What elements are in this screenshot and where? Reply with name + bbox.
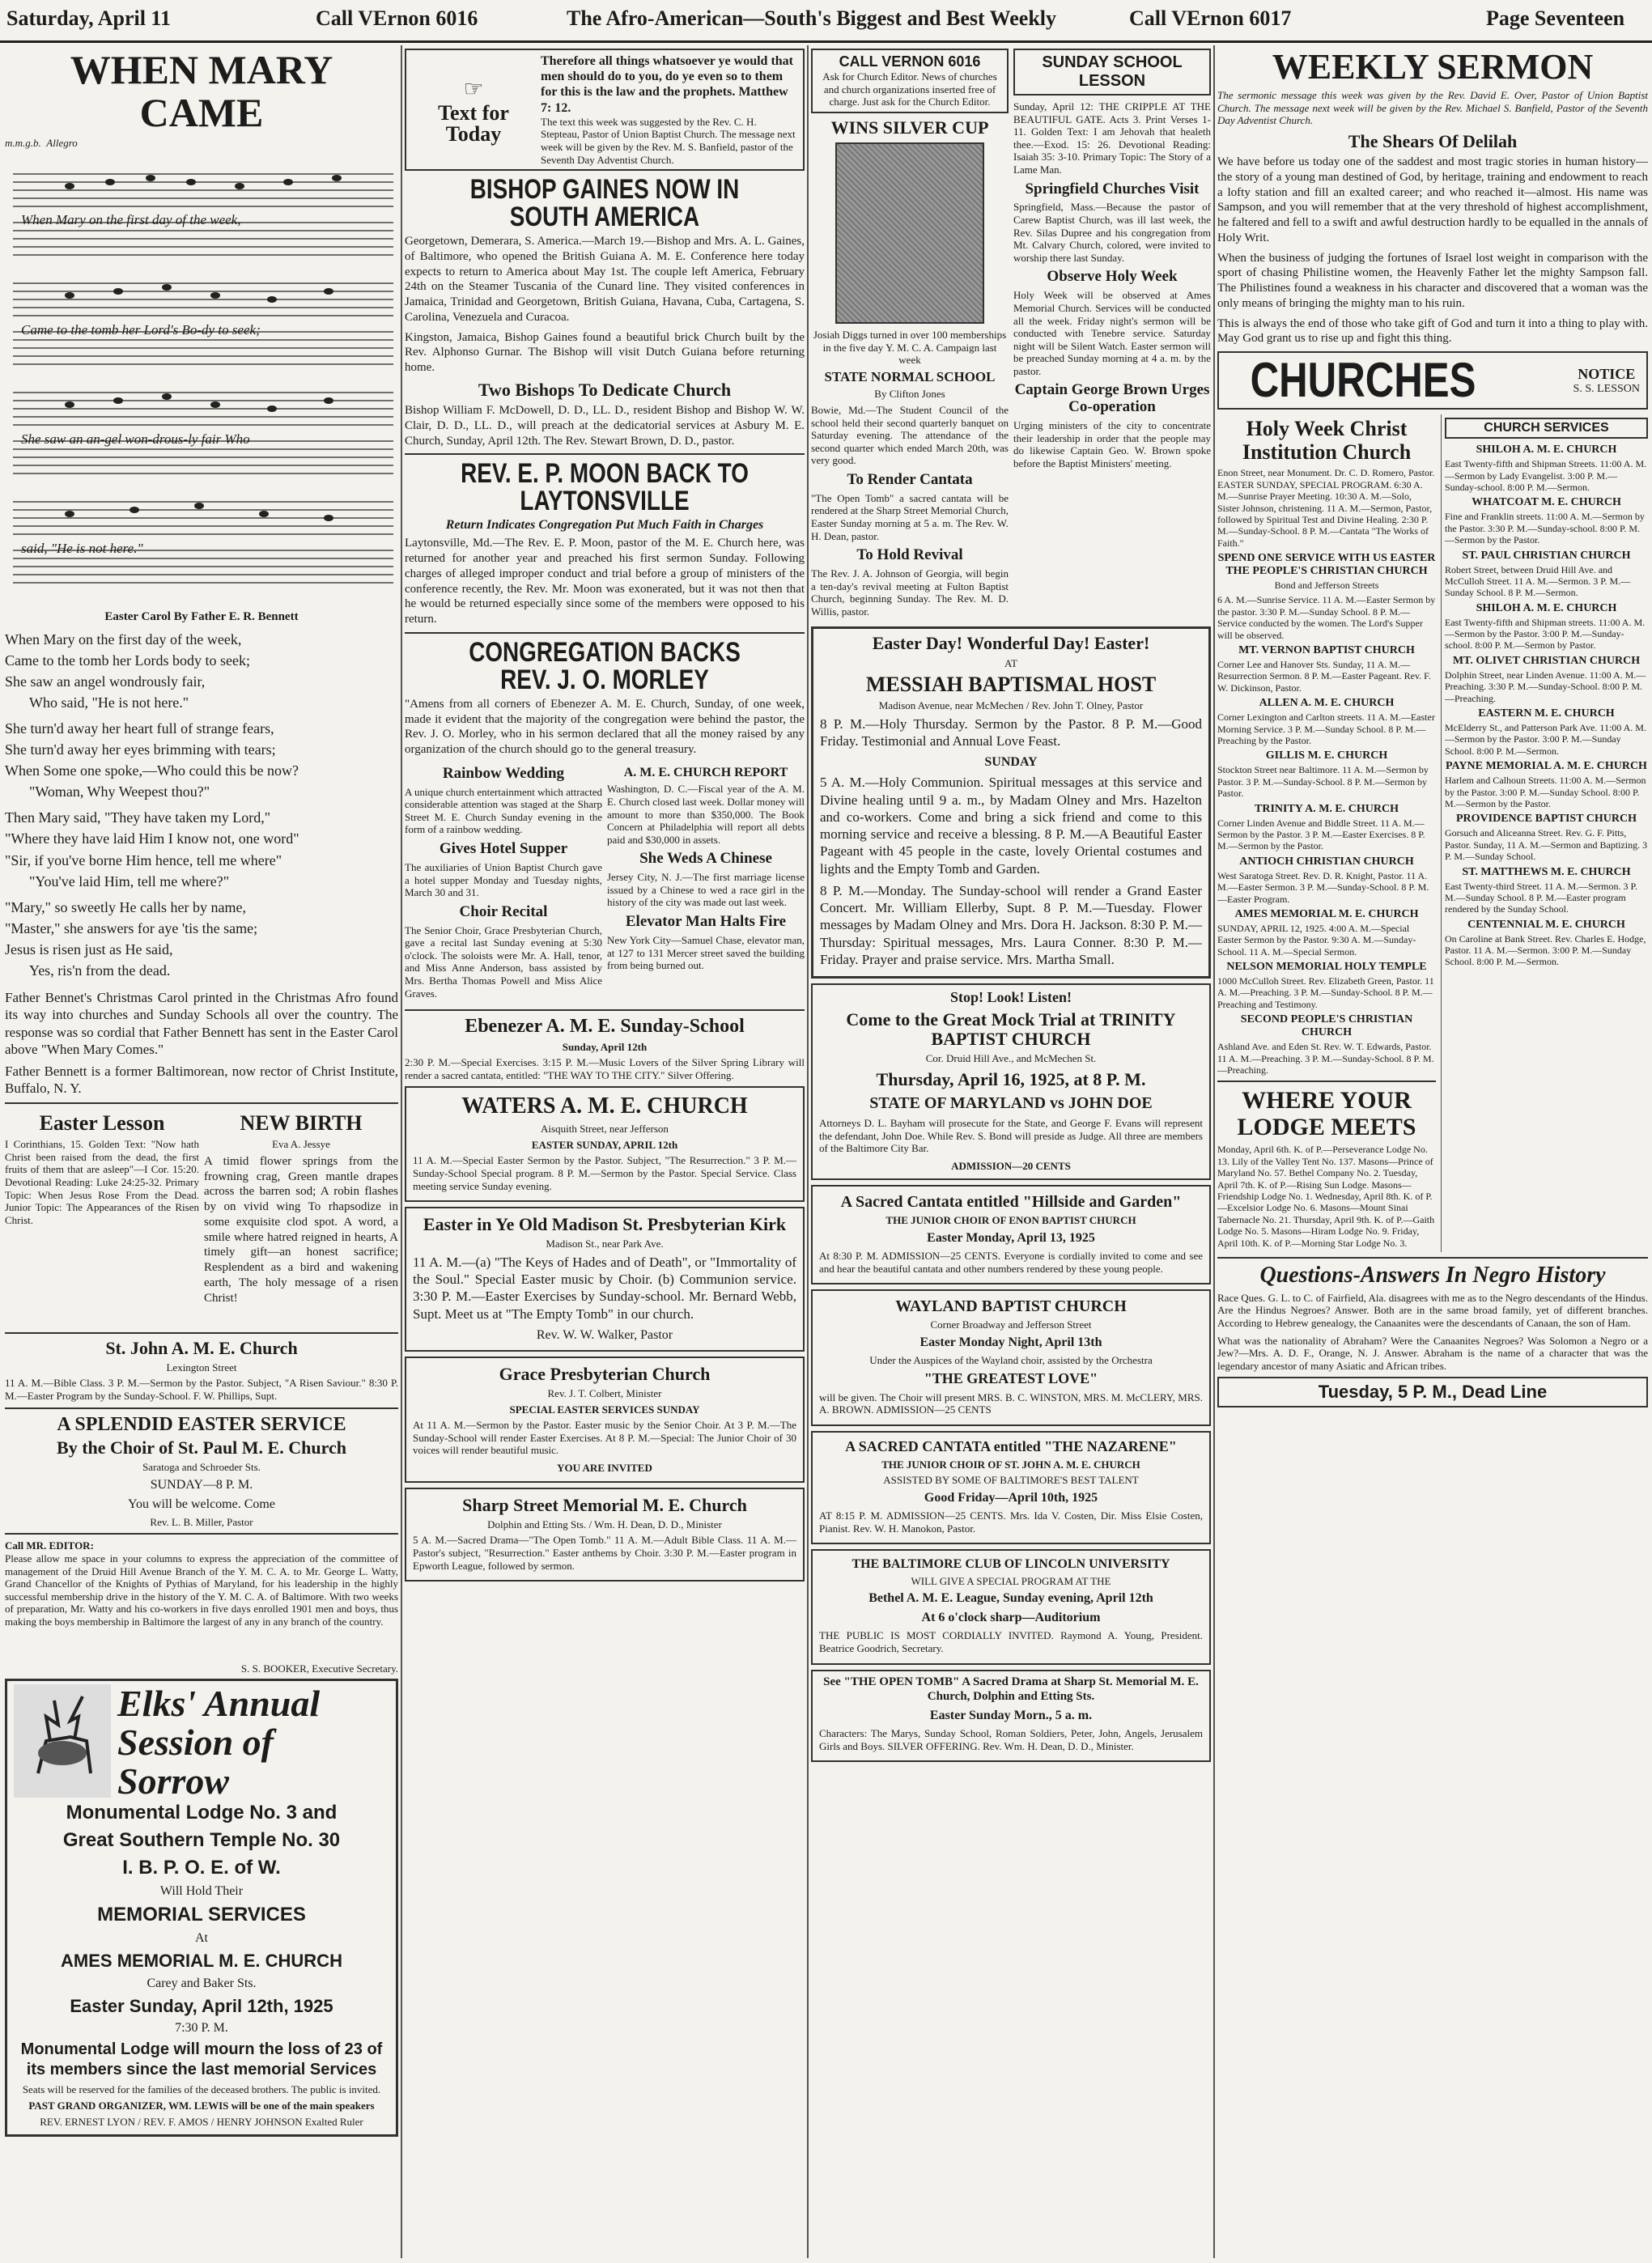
new-birth-poem: A timid flower springs from the frowning crag, Green mantle drapes across the barren sod; A robin flashes by on vivid wing To rhapsodize in some exquisite clod spot. A word, a smile where hatred reigned in hearts, A timely gift—an honest sacrifice; Resplendent as a bird and wakening earth, The holy message of a risen Christ! bbox=[204, 1154, 398, 1305]
wayland-ad bbox=[811, 1289, 1211, 1426]
shears-text: We have before us today one of the saddest and most tragic stories in human history—the story of a young man destined of God, by heritage, training and endowment to reach a lofty station and fill an exalted career; and who reached it—almost. His name was Sampson, and you will remember that at the very threshold of highest accomplishment, he faltered and fell to a swift and awful destruction hardly to be equalled in the annals of Holy Writ. bbox=[1217, 155, 1648, 244]
st-john-title: St. John A. M. E. Church bbox=[105, 1337, 298, 1358]
church-title: MT. VERNON BAPTIST CHURCH bbox=[1238, 644, 1415, 657]
sermon-title: WEEKLY SERMON bbox=[1272, 47, 1594, 87]
call-text: Ask for Church Editor. News of churches and church organizations inserted free of charge. Just ask for the Church Editor. bbox=[822, 70, 997, 108]
rainbow-headline: Rainbow Wedding bbox=[442, 764, 565, 782]
sharp-text: 5 A. M.—Sacred Drama—"The Open Tomb." 11 A. M.—Adult Bible Class. 11 A. M.—Pastor's subject, "Resurrection." Easter anthems by Choir. 3:30 P. M.—Easter program in Epworth League, followed by sermon. bbox=[413, 1534, 796, 1572]
music-tempo: Allegro bbox=[46, 137, 78, 149]
messiah-text-3: 8 P. M.—Monday. The Sunday-school will render a Grand Easter Concert. Mr. William Ellerby, Supt. 8 P. M.—Tuesday. Flower messages by Madam Olney and Mrs. Dora H. Jackson. 8:30 P. M.—Thursday: Spiritual messages, Mrs. Laura Conner. 8:30 P. M.—Friday. Prayer and praise service. Mrs. Martha Small. bbox=[820, 882, 1202, 967]
church-services-item-text: Robert Street, between Druid Hill Ave. and McCulloh Street. 11 A. M.—Sermon. 3 P. M.—Sunday School. 8 P. M.—Sermon. bbox=[1445, 563, 1631, 599]
carol-note-2: Father Bennett is a former Baltimorean, now rector of Christ Institute, Buffalo, N. Y. bbox=[5, 1064, 398, 1097]
lyric-line: Came to the tomb her Lord's Bo-dy to seek; bbox=[21, 321, 261, 338]
qa-text-2: What was the nationality of Abraham? Were the Canaanites Negroes? Was Solomon a Negro or a Jew?—Mrs. A. D. F., Orange, N. J. Answer. Abraham is the name of a character that was the legendary ancestor of many Asiatic and African tribes. bbox=[1217, 1334, 1648, 1372]
wayland-title: WAYLAND BAPTIST CHURCH bbox=[895, 1297, 1127, 1316]
elks-line: Monumental Lodge No. 3 and bbox=[66, 1802, 338, 1824]
churches-title: CHURCHES bbox=[1250, 353, 1476, 408]
wayland-date: Easter Monday Night, April 13th bbox=[919, 1335, 1102, 1349]
tomb-text: Characters: The Marys, Sunday School, Roman Soldiers, Peter, John, Angels, Jerusalem Girls and Boys. SILVER OFFERING. Rev. Wm. H. Dean, D. D., Minister. bbox=[819, 1727, 1203, 1752]
carol-poem bbox=[5, 629, 398, 982]
grace-subtitle: SPECIAL EASTER SERVICES SUNDAY bbox=[509, 1403, 700, 1416]
church-services-item-text: Dolphin Street, near Linden Avenue. 11:00 A. M.—Preaching. 3:30 P. M.—Sunday-School. 8:00 P. M.—Preaching. bbox=[1445, 669, 1646, 704]
holy-week-church-title: Holy Week Christ Institution Church bbox=[1242, 417, 1412, 464]
chinese-headline: She Weds A Chinese bbox=[639, 850, 772, 868]
elks-line: Carey and Baker Sts. bbox=[147, 1976, 257, 1990]
church-title: ANTIOCH CHRISTIAN CHURCH bbox=[1239, 855, 1414, 868]
mock-title: Come to the Great Mock Trial at TRINITY BAPTIST CHURCH bbox=[846, 1008, 1176, 1049]
moon-text: Laytonsville, Md.—The Rev. E. P. Moon, pastor of the M. E. Church here, was returned for another year and preached his first sermon Sunday. Following charges of alleged improper conduct and trial before a group of ministers of the conference recently, the Rev. Mr. Moon was exonerated, but it was not then that he would be returned especially since some of the members were opposed to his return. bbox=[405, 537, 805, 626]
nazarene-ad bbox=[811, 1431, 1211, 1544]
church-services-item-text: On Caroline at Bank Street. Rev. Charles E. Hodge, Pastor. 11 A. M.—Sermon. 3:00 P. M.—Sunday School. 8:00 P. M.—Sermon. bbox=[1445, 932, 1646, 968]
column-rule bbox=[401, 45, 402, 2258]
hillside-date: Easter Monday, April 13, 1925 bbox=[927, 1231, 1095, 1245]
morley-headline: CONGREGATION BACKS REV. J. O. MORLEY bbox=[469, 636, 741, 695]
grace-pastor: Rev. J. T. Colbert, Minister bbox=[547, 1387, 662, 1400]
elks-line: Monumental Lodge will mourn the loss of 23 of its members since the last memorial Services bbox=[20, 2040, 383, 2079]
church-text: 1000 McCulloh Street. Rev. Elizabeth Green, Pastor. 11 A. M.—Preaching. 3 P. M.—Sunday-School. 8 P. M.—Preaching and Testimony. bbox=[1217, 975, 1434, 1010]
holy-week-text: Holy Week will be observed at Ames Memorial Church. Services will be conducted all the week. Friday night's sermon will be conducted with Tenebre service. Saturday night will be Silent Watch. Easter sermon will be preached Sunday morning at 4 a. m. by the pastor. bbox=[1013, 289, 1211, 377]
lodge-text: Monday, April 6th. K. of P.—Perseverance Lodge No. 13. Lily of the Valley Tent No. 137. Masons—Prince of Maryland No. 57. Bethel Company No. 2. Tuesday, April 7th. K. of P.—Rising Sun Lodge. Masons—Friendship Lodge No. 1. Wednesday, April 8th. K. of P.—Excelsior Lodge No. 6. Masons—Mount Sinai Tabernacle No. 21. Thursday, April 9th. K. of P.—Gaith Lodge No. 5. Masons—Hiram Lodge No. 9. Friday, April 10th. K. of P.—Morning Star Lodge No. 3. bbox=[1217, 1144, 1435, 1249]
notice-sub: S. S. LESSON bbox=[1573, 382, 1640, 395]
carol-title: WHEN MARY CAME bbox=[70, 47, 333, 135]
springfield-headline: Springfield Churches Visit bbox=[1025, 180, 1200, 197]
sheet-music bbox=[5, 137, 398, 607]
poem-line: "Where they have laid Him I know not, one word" bbox=[5, 830, 299, 847]
poem-line: Yes, ris'n from the dead. bbox=[29, 962, 171, 979]
messiah-sunday: SUNDAY bbox=[984, 755, 1038, 770]
church-text: 6 A. M.—Sunrise Service. 11 A. M.—Easter Sermon by the pastor. 3:30 P. M.—Sunday School. 8 P. M.—Service conducted by the women. The Lord's Supper will be observed. bbox=[1217, 594, 1436, 641]
messiah-ad bbox=[811, 626, 1211, 979]
morley-text: "Amens from all corners of Ebenezer A. M. E. Church, Sunday, of one week, made it evident that the majority of the congregation were behind the pastor, the Rev. J. O. Morley, who in his sermon declared that all the money raised by any organization of the church should go to the general treasury. bbox=[405, 697, 805, 757]
lincoln-time: At 6 o'clock sharp—Auditorium bbox=[921, 1611, 1101, 1625]
church-title: SPEND ONE SERVICE WITH US EASTER THE PEOPLE'S CHRISTIAN CHURCH bbox=[1217, 552, 1436, 578]
lincoln-subtitle: WILL GIVE A SPECIAL PROGRAM AT THE bbox=[911, 1574, 1111, 1587]
elks-line: 7:30 P. M. bbox=[175, 2021, 228, 2036]
madison-ad bbox=[405, 1207, 805, 1352]
hotel-headline: Gives Hotel Supper bbox=[439, 840, 568, 858]
hillside-ad bbox=[811, 1185, 1211, 1284]
mock-top: Stop! Look! Listen! bbox=[949, 989, 1072, 1006]
church-services-item-text: East Twenty-third Street. 11 A. M.—Sermon. 3 P. M.—Sunday School. 8 P. M.—Easter program rendered by the Sunday School. bbox=[1445, 880, 1637, 915]
wayland-cantata: "THE GREATEST LOVE" bbox=[924, 1370, 1098, 1387]
elks-line: Great Southern Temple No. 30 bbox=[62, 1829, 341, 1852]
church-services-item-text: East Twenty-fifth and Shipman Streets. 11:00 A. M.—Sermon by Lady Evangelist. 3:00 P. M.—Sunday-school. 8:00 P. M.—Sermon. bbox=[1445, 458, 1647, 493]
lyric-line: said, "He is not here." bbox=[21, 540, 143, 556]
carol-note: Father Bennet's Christmas Carol printed in the Christmas Afro found its way into churches and Sunday Schools all over the country. The response was so cordial that Father Bennett has sent in the Easter Carol above "When Mary Comes." bbox=[5, 990, 398, 1057]
cantata-headline: To Render Cantata bbox=[847, 471, 973, 488]
church-services-box bbox=[1445, 418, 1648, 439]
lyric-line: When Mary on the first day of the week, bbox=[21, 211, 241, 227]
carol-caption: Easter Carol By Father E. R. Bennett bbox=[104, 609, 299, 623]
letter-text: Please allow me space in your columns to express the appreciation of the committee of management of the Druid Hill Avenue Branch of the Y. M. C. A. to Mr. George L. Watty, Grand Chancellor of the Knights of Pythias of Maryland, for his leadership in the highly successful membership drive in the history of the Y. M. C. A. of Baltimore. With two weeks of preparation, Mr. Watty and his co-workers in five days enrolled 1901 men and boys, thus making the boys membership in Baltimore the largest of any in any branch of the country. bbox=[5, 1552, 398, 1628]
poem-line: She saw an angel wondrously fair, bbox=[5, 673, 206, 690]
church-text: Corner Linden Avenue and Biddle Street. 11 A. M.—Sermon by the Pastor. 3 P. M.—Easter Exercises. 8 P. M.—Sermon by the Pastor. bbox=[1217, 817, 1425, 852]
ss-title: SUNDAY SCHOOL LESSON bbox=[1042, 53, 1183, 90]
normal-headline: STATE NORMAL SCHOOL bbox=[824, 368, 996, 384]
st-john-address: Lexington Street bbox=[166, 1361, 237, 1374]
lyric-line: She saw an an-gel won-drous-ly fair Who bbox=[21, 431, 250, 447]
column-2 bbox=[405, 45, 805, 2258]
cantata-text: "The Open Tomb" a sacred cantata will be rendered at the Sharp Street Memorial Church, Easter Sunday morning at 5 a. m. The Rev. W. H. Dean, pastor. bbox=[811, 491, 1009, 542]
call-box bbox=[811, 49, 1009, 113]
waters-address: Aisquith Street, near Jefferson bbox=[541, 1123, 669, 1136]
waters-ad bbox=[405, 1086, 805, 1202]
gaines-text-2: Kingston, Jamaica, Bishop Gaines found a beautiful brick Church built by the Rev. Alphonso Gurnar. The Bishop will visit Dutch Guiana before returning home. bbox=[405, 330, 805, 375]
nazarene-date: Good Friday—April 10th, 1925 bbox=[924, 1491, 1098, 1505]
elks-line: Easter Sunday, April 12th, 1925 bbox=[70, 1995, 333, 2016]
elks-line: MEMORIAL SERVICES bbox=[97, 1904, 306, 1926]
hillside-title: A Sacred Cantata entitled "Hillside and Garden" bbox=[840, 1193, 1182, 1212]
new-birth-author: Eva A. Jessye bbox=[272, 1138, 330, 1151]
church-services-item-text: McElderry St., and Patterson Park Ave. 11:00 A. M.—Sermon by the Pastor. 3:00 P. M.—Sunday School. 8:00 P. M.—Sermon. bbox=[1445, 722, 1646, 757]
church-services-item-title: ST. PAUL CHRISTIAN CHURCH bbox=[1462, 549, 1631, 562]
revival-headline: To Hold Revival bbox=[856, 546, 963, 564]
poem-line: "You've laid Him, tell me where?" bbox=[29, 873, 230, 889]
church-services-item-title: ST. MATTHEWS M. E. CHURCH bbox=[1462, 865, 1631, 878]
nazarene-text: AT 8:15 P. M. ADMISSION—25 CENTS. Mrs. Ida V. Costen, Dir. Miss Elsie Costen, Pianist. Rev. W. H. Manokon, Pastor. bbox=[819, 1509, 1203, 1535]
church-text: Stockton Street near Baltimore. 11 A. M.—Sermon by Pastor. 3 P. M.—Sunday-School. 8 P. M.—Sermon by Pastor. bbox=[1217, 764, 1429, 800]
shears-text-2: When the business of judging the fortunes of Israel lost weight in comparison with the sport of chasing Philistine women, the Heavenly Father let the mighty Sampson fall. The Philistines found a weakness in his character and discovered that a woman was the only means of bringing the mighty man to his ruin. bbox=[1217, 251, 1648, 310]
elks-line: At bbox=[195, 1931, 208, 1946]
elks-line: PAST GRAND ORGANIZER, WM. LEWIS will be one of the main speakers bbox=[28, 2100, 375, 2112]
messiah-text-2: 5 A. M.—Holy Communion. Spiritual messages at this service and Divine healing until 9 a. m., by Madam Olney and Mrs. Hazelton and co-workers. Come and bring a sick friend and come to this morning service and receive a blessing. 8 P. M.—A Beautiful Easter Pageant with 45 people in the caste, lovely Oriental costumes and lights and the Empty Tomb and Garden. bbox=[820, 775, 1202, 877]
springfield-text: Springfield, Mass.—Because the pastor of Carew Baptist Church, was ill last week, the Rev. Silas Dupree and his congregation from Mt. Calvary Church, colored, were invited to worship there last Sunday. bbox=[1013, 201, 1211, 264]
ebenezer-text: 2:30 P. M.—Special Exercises. 3:15 P. M.—Music Lovers of the Silver Spring Library will render a sacred cantata, entitled: "THE WAY TO THE CITY." Silver Offering. bbox=[405, 1056, 805, 1081]
letter-heading: Call MR. EDITOR: bbox=[5, 1539, 94, 1552]
deadline-box bbox=[1217, 1377, 1648, 1407]
nazarene-by: THE JUNIOR CHOIR OF ST. JOHN A. M. E. CHURCH bbox=[881, 1458, 1140, 1471]
church-address: Bond and Jefferson Streets bbox=[1274, 580, 1379, 592]
two-bishops-text: Bishop William F. McDowell, D. D., LL. D., resident Bishop and Bishop W. W. Clair, D. D., LL. D., will preach at the dedicatorial services at Asbury M. E. Church, Sunday, April 12th. The Rev. Stewart Brown, D. D., pastor. bbox=[405, 404, 805, 448]
column-1 bbox=[5, 45, 398, 2258]
grace-title: Grace Presbyterian Church bbox=[499, 1363, 711, 1384]
st-john-text: 11 A. M.—Bible Class. 3 P. M.—Sermon by the Pastor. Subject, "A Risen Saviour." 8:30 P. M.—Easter Program by the Sunday-School. F. W. Phillips, Supt. bbox=[5, 1377, 398, 1402]
churches-banner bbox=[1217, 351, 1648, 410]
church-services-item-title: EASTERN M. E. CHURCH bbox=[1478, 707, 1615, 720]
deadline-text: Tuesday, 5 P. M., Dead Line bbox=[1318, 1382, 1548, 1403]
splendid-pastor: Rev. L. B. Miller, Pastor bbox=[150, 1515, 253, 1528]
mock-address: Cor. Druid Hill Ave., and McMechen St. bbox=[925, 1051, 1097, 1064]
church-services-item-title: MT. OLIVET CHRISTIAN CHURCH bbox=[1452, 654, 1641, 667]
elks-line: Seats will be reserved for the families of the deceased brothers. The public is invited. bbox=[22, 2083, 381, 2096]
mock-date: Thursday, April 16, 1925, at 8 P. M. bbox=[876, 1068, 1146, 1089]
notice-label: NOTICE bbox=[1578, 365, 1636, 382]
cup-caption: Josiah Diggs turned in over 100 memberships in the five day Y. M. C. A. Campaign last week bbox=[813, 328, 1007, 367]
choir-text: The Senior Choir, Grace Presbyterian Church, gave a recital last Sunday evening at 5:30 o'clock. The soloists were Mr. A. Hall, tenor, and Miss Anne Anderson, bass assisted by Mrs. Bertha Thomas Powell and Miss Alice Graves. bbox=[405, 923, 602, 1000]
issue-date: Saturday, April 11 bbox=[6, 6, 171, 30]
masthead: The Afro-American—South's Biggest and Best Weekly bbox=[567, 6, 1057, 30]
letter-signature: S. S. BOOKER, Executive Secretary. bbox=[240, 1662, 398, 1675]
mock-admission: ADMISSION—20 CENTS bbox=[951, 1159, 1071, 1172]
church-services-title: CHURCH SERVICES bbox=[1484, 421, 1609, 435]
phone-left: Call VErnon 6016 bbox=[316, 6, 478, 30]
poem-line: "Master," she answers for aye 'tis the same; bbox=[5, 919, 258, 936]
wayland-text: will be given. The Choir will present MRS. B. C. WINSTON, MRS. M. McCLERY, MRS. A. BROWN. ADMISSION—25 CENTS bbox=[819, 1390, 1203, 1416]
text-today-verse: Therefore all things whatsoever ye would that men should do to you, do ye even so to them for this is the law and the prophets. Matthew 7: 12. bbox=[541, 54, 793, 115]
nazarene-title: A SACRED CANTATA entitled "THE NAZARENE" bbox=[845, 1438, 1177, 1455]
tomb-title: See "THE OPEN TOMB" A Sacred Drama at Sharp St. Memorial M. E. Church, Dolphin and Etting Sts. bbox=[823, 1675, 1199, 1704]
messiah-top: Easter Day! Wonderful Day! Easter! bbox=[872, 632, 1150, 653]
ebenezer-title: Ebenezer A. M. E. Sunday-School bbox=[465, 1016, 745, 1038]
splendid-address: Saratoga and Schroeder Sts. bbox=[142, 1461, 261, 1474]
elevator-headline: Elevator Man Halts Fire bbox=[625, 913, 787, 931]
church-services-item-text: Gorsuch and Aliceanna Street. Rev. G. F. Pitts, Pastor. Sunday, 11 A. M.—Sermon and Baptizing. 3 P. M.—Sunday School. bbox=[1445, 827, 1648, 863]
choir-headline: Choir Recital bbox=[459, 902, 548, 920]
normal-text: Bowie, Md.—The Student Council of the school held their second quarterly banquet on Saturday evening. The attendance of the second quarter which ended March 20th, was very good. bbox=[811, 404, 1009, 467]
church-title: GILLIS M. E. CHURCH bbox=[1265, 749, 1388, 762]
splendid-time: SUNDAY—8 P. M. bbox=[150, 1477, 253, 1492]
poem-line: Jesus is risen just as He said, bbox=[5, 940, 173, 957]
grace-text: At 11 A. M.—Sermon by the Pastor. Easter music by the Senior Choir. At 3 P. M.—The Sunday-School will render Easter Exercises. At 8 P. M.—Special: The Junior Choir of 30 voices will render beautiful music. bbox=[413, 1419, 796, 1457]
two-bishops-headline: Two Bishops To Dedicate Church bbox=[478, 379, 732, 400]
madison-text: 11 A. M.—(a) "The Keys of Hades and of Death", or "Immortality of the Soul." Special Easter music by Choir. (b) Communion service. 3:30 P. M.—Easter Exercises by Sunday-school. Mr. Bernard Webb, Supt. Meet us at "The Empty Tomb" in our church. bbox=[413, 1254, 796, 1322]
text-for-today bbox=[405, 49, 805, 171]
elks-line: Will Hold Their bbox=[159, 1884, 244, 1899]
church-text: West Saratoga Street. Rev. D. R. Knight, Pastor. 11 A. M.—Easter Sermon. 3 P. M.—Sunday-School. 8 P. M.—Easter Program. bbox=[1217, 869, 1429, 905]
church-text: Corner Lexington and Carlton streets. 11 A. M.—Easter Morning Service. 3 P. M.—Sunday School. 8 P. M.—Preaching by the Pastor. bbox=[1217, 711, 1435, 746]
shears-text-3: This is always the end of those who take gift of God and turn it into a thing to play with. May God grant us to rise up and fight this thing. bbox=[1217, 316, 1648, 346]
text-today-label: Text for Today bbox=[438, 100, 509, 146]
ebenezer-date: Sunday, April 12th bbox=[562, 1040, 648, 1053]
call-title: CALL VERNON 6016 bbox=[839, 53, 981, 70]
revival-text: The Rev. J. A. Johnson of Georgia, will begin a ten-day's revival meeting at Fulton Baptist Church, beginning Sunday. The Rev. M. D. Willis, pastor. bbox=[811, 567, 1009, 618]
splendid-title: A SPLENDID EASTER SERVICE bbox=[57, 1413, 346, 1435]
moon-subhead: Return Indicates Congregation Put Much Faith in Charges bbox=[445, 518, 764, 533]
ss-text: Sunday, April 12: THE CRIPPLE AT THE BEAUTIFUL GATE. Acts 3. Print Verses 1-11. Golden Text: I am Jehovah that healeth thee.—Exod. 15: 26. Devotional Reading: Isaiah 35: 3-10. Primary Topic: The Story of a Lame Man. bbox=[1013, 100, 1211, 176]
phone-right: Call VErnon 6017 bbox=[1129, 6, 1292, 30]
poem-line: "Woman, Why Weepest thou?" bbox=[29, 783, 210, 800]
elks-ad bbox=[5, 1679, 398, 2138]
madison-address: Madison St., near Park Ave. bbox=[546, 1238, 664, 1250]
messiah-text: 8 P. M.—Holy Thursday. Sermon by the Pastor. 8 P. M.—Good Friday. Testimonial and Annual Love Feast. bbox=[820, 715, 1202, 749]
nazarene-subtitle: ASSISTED BY SOME OF BALTIMORE'S BEST TALENT bbox=[883, 1474, 1139, 1487]
hillside-text: At 8:30 P. M. ADMISSION—25 CENTS. Everyone is cordially invited to come and see and hear the beautiful cantata and other numbers rendered by these young people. bbox=[819, 1250, 1203, 1275]
text-today-note: The text this week was suggested by the Rev. C. H. Stepteau, Pastor of Union Baptist Church. The message next week will be given by the Rev. M. S. Banfield, pastor of the Seventh Day Adventist Church. bbox=[541, 115, 796, 166]
church-title: SECOND PEOPLE'S CHRISTIAN CHURCH bbox=[1240, 1013, 1413, 1039]
brown-text: Urging ministers of the city to concentrate their leadership in order that the people may do likewise Captain Geo. W. Brown spoke before the Baptist Ministers' meeting. bbox=[1013, 419, 1211, 470]
waters-date: EASTER SUNDAY, APRIL 12th bbox=[531, 1138, 678, 1151]
elks-line: REV. ERNEST LYON / REV. F. AMOS / HENRY JOHNSON Exalted Ruler bbox=[40, 2115, 363, 2128]
cup-headline: WINS SILVER CUP bbox=[830, 117, 989, 138]
column-rule bbox=[807, 45, 809, 2258]
poem-line: Then Mary said, "They have taken my Lord," bbox=[5, 809, 271, 826]
elks-title: Elks' Annual Session of Sorrow bbox=[117, 1682, 321, 1802]
open-tomb-ad bbox=[811, 1670, 1211, 1763]
brown-headline: Captain George Brown Urges Co-operation bbox=[1014, 381, 1210, 416]
sermon-note: The sermonic message this week was given by the Rev. David E. Over, Pastor of Union Baptist Church. The message next week will be given by the Rev. Michael S. Banfield, Pastor of the Seventh Day Adventist Church. bbox=[1217, 89, 1648, 127]
ss-lesson-box bbox=[1013, 49, 1211, 96]
page-header bbox=[0, 0, 1652, 43]
qa-title: Questions-Answers In Negro History bbox=[1259, 1262, 1606, 1288]
grace-ad bbox=[405, 1357, 805, 1483]
splendid-welcome: You will be welcome. Come bbox=[128, 1497, 275, 1511]
mock-text: Attorneys D. L. Bayham will prosecute for the State, and George F. Evans will represent the defendant, John Doe. While Rev. S. Bond will preside as Judge. All three are members of the Baltimore City Bar. bbox=[819, 1117, 1203, 1155]
tomb-date: Easter Sunday Morn., 5 a. m. bbox=[929, 1709, 1093, 1723]
elevator-text: New York City—Samuel Chase, elevator man, at 127 to 131 Mercer street saved the building from being burned out. bbox=[607, 933, 805, 972]
hillside-by: THE JUNIOR CHOIR OF ENON BAPTIST CHURCH bbox=[885, 1214, 1136, 1227]
madison-title: Easter in Ye Old Madison St. Presbyterian Kirk bbox=[423, 1214, 787, 1235]
church-text: SUNDAY, APRIL 12, 1925. 4:00 A. M.—Special Easter Sermon by the Pastor. 9:30 A. M.—Sunday-School. 11 A. M.—Special Sermon. bbox=[1217, 922, 1416, 957]
poem-line: When Mary on the first day of the week, bbox=[5, 630, 242, 647]
church-text: Corner Lee and Hanover Sts. Sunday, 11 A. M.—Resurrection Sermon. 8 P. M.—Easter Pageant. Rev. F. W. Dickinson, Pastor. bbox=[1217, 659, 1431, 694]
poem-line: She turn'd away her eyes brimming with tears; bbox=[5, 741, 276, 758]
poem-line: Came to the tomb her Lords body to seek; bbox=[5, 652, 250, 669]
poem-line: "Mary," so sweetly He calls her by name, bbox=[5, 898, 246, 915]
column-3 bbox=[811, 45, 1211, 2258]
report-headline: A. M. E. CHURCH REPORT bbox=[623, 765, 788, 779]
portrait-photo bbox=[835, 142, 984, 324]
madison-pastor: Rev. W. W. Walker, Pastor bbox=[536, 1327, 673, 1342]
page-number: Page Seventeen bbox=[1486, 6, 1625, 30]
sharp-title: Sharp Street Memorial M. E. Church bbox=[462, 1494, 747, 1515]
church-services-item-title: WHATCOAT M. E. CHURCH bbox=[1472, 496, 1621, 509]
messiah-address: Madison Avenue, near McMechen / Rev. John T. Olney, Pastor bbox=[878, 699, 1144, 712]
wayland-address: Corner Broadway and Jefferson Street bbox=[930, 1318, 1092, 1331]
rainbow-text: A unique church entertainment which attracted considerable attention was staged at the Sharp Street M. E. Church Sunday evening in the form of a rainbow wedding. bbox=[405, 785, 602, 836]
church-services-item-title: PAYNE MEMORIAL A. M. E. CHURCH bbox=[1446, 760, 1647, 773]
church-title: ALLEN A. M. E. CHURCH bbox=[1259, 697, 1395, 710]
report-text: Washington, D. C.—Fiscal year of the A. M. E. Church closed last week. Dollar money will amount to more than $350,000. The Book Concern at Philadelphia will report all debts paid and $30,000 in assets. bbox=[607, 783, 805, 846]
elk-icon bbox=[14, 1684, 111, 1798]
sharp-ad bbox=[405, 1488, 805, 1582]
new-birth-title: NEW BIRTH bbox=[240, 1110, 363, 1135]
chinese-text: Jersey City, N. J.—The first marriage license issued by a Chinese to wed a race girl in the history of the city was made out last week. bbox=[607, 871, 805, 909]
messiah-title: MESSIAH BAPTISMAL HOST bbox=[865, 672, 1157, 696]
grace-invite: YOU ARE INVITED bbox=[557, 1462, 652, 1475]
elks-line: I. B. P. O. E. of W. bbox=[122, 1857, 281, 1879]
gaines-text: Georgetown, Demerara, S. America.—March 19.—Bishop and Mrs. A. L. Gaines, of Baltimore, who opened the British Guiana A. M. E. Conference here today expects to return to America about May 1st. The couple left America, February 24th on the Steamer Tuscania of the Cunard line. They visited conferences in Jamaica, Trinidad and Georgetown, British Guiana, Havana, Cuba, Cartagena, S. Carolina, Venezuela and Curacoa. bbox=[405, 235, 805, 324]
music-notation: m.m.g.b. bbox=[5, 137, 41, 149]
church-services-item-text: Harlem and Calhoun Streets. 11:00 A. M.—Sermon by the Pastor. 3:00 P. M.—Sunday School. 8:00 P. M.—Sermon by the Pastor. bbox=[1445, 775, 1646, 809]
church-services-list bbox=[1445, 444, 1648, 968]
qa-text: Race Ques. G. L. to C. of Fairfield, Ala. disagrees with me as to the Negro descendants of the Hindus. Are the Hindus Negroes? Answer. Both are in the same broad family, yet of different branches. According to Hebrew genealogy, the Canaanites were the descendants of Canaan, the son of Ham. bbox=[1217, 1291, 1648, 1329]
church-services-item-text: Fine and Franklin streets. 11:00 A. M.—Sermon by the Pastor. 3:30 P. M.—Sunday-school. 8:00 P. M.—Sermon by the Pastor. bbox=[1445, 511, 1645, 546]
poem-line: She turn'd away her heart full of strange fears, bbox=[5, 720, 274, 737]
column-rule bbox=[1213, 45, 1215, 2258]
church-services-item-text: East Twenty-fifth and Shipman streets. 11:00 A. M.—Sermon by the Pastor. 3:00 P. M.—Sunday-school. 8:00 P. M.—Sermon by Pastor. bbox=[1445, 616, 1646, 652]
poem-line: When Some one spoke,—Who could this be now? bbox=[5, 762, 299, 779]
wayland-subtitle: Under the Auspices of the Wayland choir, assisted by the Orchestra bbox=[869, 1353, 1153, 1366]
church-title: NELSON MEMORIAL HOLY TEMPLE bbox=[1226, 961, 1427, 974]
easter-lesson-text: I Corinthians, 15. Golden Text: "Now hath Christ been raised from the dead, the first fruits of them that are asleep"—I Cor. 15:20. Devotional Reading: Luke 24:25-32. Primary Topic: When Jesus Rose From the Dead. Junior Topic: The Appearances of the Risen Christ. bbox=[5, 1138, 199, 1226]
lincoln-ad bbox=[811, 1549, 1211, 1664]
lodge-title: WHERE YOUR LODGE MEETS bbox=[1237, 1087, 1416, 1141]
elks-line: AMES MEMORIAL M. E. CHURCH bbox=[61, 1951, 342, 1972]
church-title: TRINITY A. M. E. CHURCH bbox=[1255, 802, 1399, 815]
holy-week-headline: Observe Holy Week bbox=[1047, 268, 1178, 286]
church-services-item-title: SHILOH A. M. E. CHURCH bbox=[1476, 601, 1617, 614]
lincoln-text: THE PUBLIC IS MOST CORDIALLY INVITED. Raymond A. Young, President. Beatrice Goodrich, Secretary. bbox=[819, 1629, 1203, 1655]
gaines-headline: BISHOP GAINES NOW IN SOUTH AMERICA bbox=[469, 174, 740, 233]
church-services-item-title: CENTENNIAL M. E. CHURCH bbox=[1467, 918, 1625, 931]
normal-author: By Clifton Jones bbox=[874, 388, 945, 401]
shears-title: The Shears Of Delilah bbox=[1348, 130, 1518, 151]
church-services-item-title: PROVIDENCE BAPTIST CHURCH bbox=[1456, 813, 1637, 826]
church-title: AMES MEMORIAL M. E. CHURCH bbox=[1234, 907, 1419, 920]
sharp-address: Dolphin and Etting Sts. / Wm. H. Dean, D. D., Minister bbox=[487, 1518, 722, 1531]
lincoln-place: Bethel A. M. E. League, Sunday evening, April 12th bbox=[868, 1591, 1153, 1606]
holy-week-church-text: Enon Street, near Monument. Dr. C. D. Romero, Pastor. EASTER SUNDAY, SPECIAL PROGRAM. 6:30 A. M.—Sunrise Prayer Meeting. 10:30 A. M.—Solo, Sister Johnson, christening. 11 A. M.—Sermon, Pastor, followed by Spiritual Test and Divine Healing. 2:30 P. M.—Sunday-School. 8 P. M.—Cantata "The Works of Faith." bbox=[1217, 467, 1435, 549]
church-services-item-title: SHILOH A. M. E. CHURCH bbox=[1476, 444, 1617, 456]
mock-case: STATE OF MARYLAND vs JOHN DOE bbox=[869, 1094, 1153, 1113]
messiah-at: AT bbox=[1004, 657, 1017, 670]
moon-headline: REV. E. P. MOON BACK TO LAYTONSVILLE bbox=[461, 458, 749, 517]
pointing-hand-icon: ☞ bbox=[463, 76, 484, 102]
easter-lesson-title: Easter Lesson bbox=[39, 1110, 165, 1135]
splendid-subtitle: By the Choir of St. Paul M. E. Church bbox=[57, 1437, 346, 1458]
church-text: Ashland Ave. and Eden St. Rev. W. T. Edwards, Pastor. 11 A. M.—Preaching. 3 P. M.—Sunday-School. 8 P. M.—Preaching. bbox=[1217, 1041, 1434, 1076]
poem-line: Who said, "He is not here." bbox=[29, 694, 189, 711]
lincoln-title: THE BALTIMORE CLUB OF LINCOLN UNIVERSITY bbox=[851, 1557, 1170, 1572]
waters-title: WATERS A. M. E. CHURCH bbox=[461, 1093, 748, 1119]
poem-line: "Sir, if you've borne Him hence, tell me where" bbox=[5, 851, 282, 868]
hotel-text: The auxiliaries of Union Baptist Church gave a hotel supper Monday and Tuesday nights, March 30 and 31. bbox=[405, 860, 602, 899]
column-4 bbox=[1217, 45, 1648, 2258]
waters-text: 11 A. M.—Special Easter Sermon by the Pastor. Subject, "The Resurrection." 3 P. M.—Sunday-School Special program. 8 P. M.—Sermon by the Pastor. Special Service. Class meeting service Sunday evening. bbox=[413, 1154, 796, 1192]
mock-trial-ad bbox=[811, 983, 1211, 1180]
